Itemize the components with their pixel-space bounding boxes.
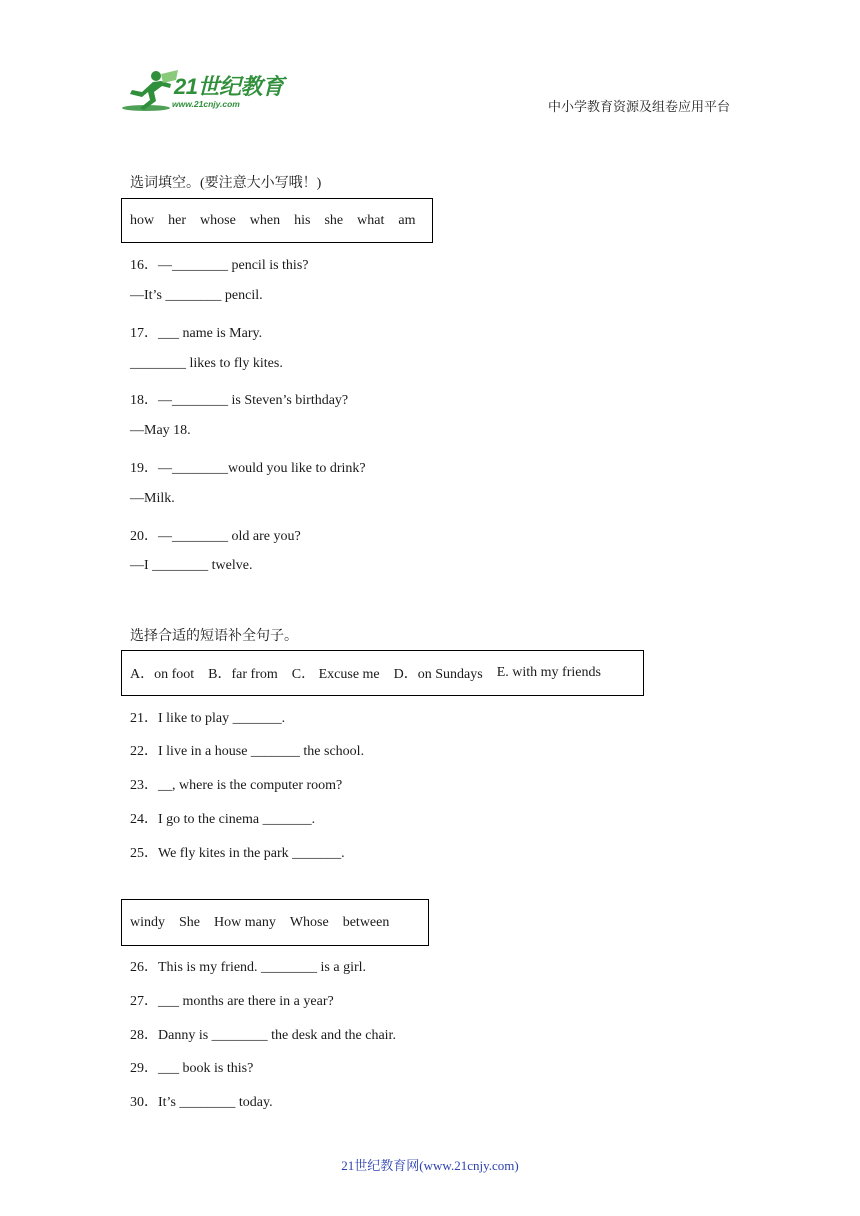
question-line: 23．__, where is the computer room?	[130, 778, 343, 793]
question-line: 24．I go to the cinema _______.	[130, 812, 316, 827]
question-line: 17．___ name is Mary.	[130, 326, 263, 341]
section-2-title: 选择合适的短语补全句子。	[130, 629, 298, 644]
answer-line: —May 18.	[130, 423, 191, 438]
question-line: 29．___ book is this?	[130, 1061, 254, 1076]
question-line: 25．We fly kites in the park _______.	[130, 846, 345, 861]
word-option: she	[324, 212, 344, 228]
question-line: 21．I like to play _______.	[130, 711, 286, 726]
word-option: her	[168, 212, 187, 228]
question-line: 27．___ months are there in a year?	[130, 994, 334, 1009]
answer-line: —Milk.	[130, 491, 175, 506]
logo-text: 21世纪教育	[174, 74, 284, 99]
logo-url: www.21cnjy.com	[172, 99, 240, 109]
answer-line: ________ likes to fly kites.	[130, 356, 283, 371]
footer-link[interactable]: 21世纪教育网(www.21cnjy.com)	[341, 1158, 519, 1173]
word-option: between	[342, 914, 390, 930]
answer-line: —I ________ twelve.	[130, 558, 253, 573]
phrase-option: C． Excuse me	[291, 667, 380, 682]
question-line: 20．—________ old are you?	[130, 529, 301, 544]
runner-logo-icon	[120, 68, 180, 114]
question-line: 26．This is my friend. ________ is a girl.	[130, 960, 367, 975]
word-option: when	[249, 212, 281, 228]
phrase-option: E. with my friends	[496, 665, 601, 680]
word-bank-1	[121, 198, 433, 243]
question-line: 28．Danny is ________ the desk and the chair.	[130, 1028, 396, 1043]
word-option: am	[398, 212, 416, 228]
phrase-option: B．far from	[208, 667, 278, 682]
phrase-bank	[121, 650, 644, 696]
section-1-title: 选词填空。(要注意大小写哦！)	[130, 176, 322, 191]
question-line: 18．—________ is Steven’s birthday?	[130, 393, 349, 408]
word-option: what	[357, 212, 385, 228]
word-option: Whose	[289, 914, 329, 930]
word-option: how	[130, 212, 155, 228]
phrase-option: D．on Sundays	[393, 667, 483, 682]
word-option: She	[179, 914, 200, 930]
answer-line: —It’s ________ pencil.	[130, 288, 263, 303]
word-option: windy	[130, 914, 165, 930]
word-bank-3	[121, 899, 429, 946]
word-option: his	[294, 212, 311, 228]
platform-name: 中小学教育资源及组卷应用平台	[547, 99, 730, 114]
question-line: 30．It’s ________ today.	[130, 1095, 273, 1110]
word-option: How many	[214, 914, 276, 930]
question-line: 22．I live in a house _______ the school.	[130, 744, 365, 759]
site-logo	[120, 66, 290, 116]
word-option: whose	[200, 212, 236, 228]
question-line: 19．—________would you like to drink?	[130, 461, 366, 476]
phrase-option: A．on foot	[130, 667, 195, 682]
question-line: 16．—________ pencil is this?	[130, 258, 309, 273]
